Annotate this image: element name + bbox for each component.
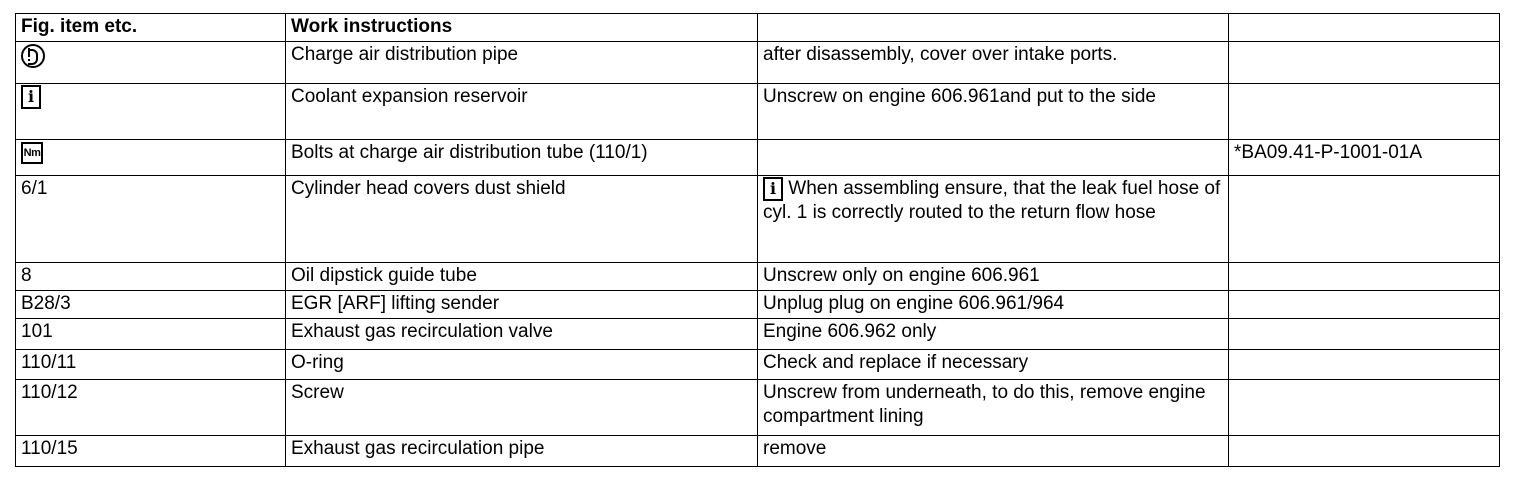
row-ref: [1229, 176, 1500, 263]
torque-nm-icon: Nm: [21, 142, 43, 164]
row-ref: [1229, 263, 1500, 291]
row-item-cell: [16, 42, 286, 84]
row-note-cell: [758, 176, 1229, 263]
table-row: [16, 319, 1500, 350]
row-description: Oil dipstick guide tube: [286, 263, 758, 291]
row-note: [758, 140, 1229, 176]
row-ref: [1229, 84, 1500, 140]
row-note: Engine 606.962 only: [758, 319, 1229, 350]
row-item: 6/1: [16, 176, 286, 263]
info-icon: i: [21, 85, 41, 109]
table-row: [16, 176, 1500, 263]
table-row: [16, 42, 1500, 84]
header-work-instructions: Work instructions: [286, 14, 758, 42]
row-item: 8: [16, 263, 286, 291]
row-description: Charge air distribution pipe: [286, 42, 758, 84]
row-ref: [1229, 350, 1500, 380]
row-description: Bolts at charge air distribution tube (110/1): [286, 140, 758, 176]
table-row: [16, 291, 1500, 319]
row-description: Screw: [286, 380, 758, 436]
table-row: [16, 436, 1500, 467]
table-row: [16, 380, 1500, 436]
table-row: [16, 350, 1500, 380]
row-item: 110/11: [16, 350, 286, 380]
row-item: 110/15: [16, 436, 286, 467]
row-description: Exhaust gas recirculation valve: [286, 319, 758, 350]
work-instructions-table: [15, 13, 1500, 467]
row-item: 101: [16, 319, 286, 350]
row-ref: [1229, 436, 1500, 467]
table-row: [16, 84, 1500, 140]
row-item-cell: [16, 84, 286, 140]
info-icon: i: [763, 177, 783, 201]
row-note: Unscrew from underneath, to do this, remove engine compartment lining: [758, 380, 1229, 436]
header-col3: [758, 14, 1229, 42]
row-ref: *BA09.41-P-1001-01A: [1229, 140, 1500, 176]
header-row: [16, 14, 1500, 42]
row-note: remove: [758, 436, 1229, 467]
work-instructions-table-wrapper: [15, 13, 1500, 467]
header-fig-item: Fig. item etc.: [16, 14, 286, 42]
attention-circle-icon: [21, 44, 45, 68]
row-description: Exhaust gas recirculation pipe: [286, 436, 758, 467]
table-row: [16, 263, 1500, 291]
row-ref: [1229, 42, 1500, 84]
row-note: Unscrew on engine 606.961and put to the side: [758, 84, 1229, 140]
row-description: Coolant expansion reservoir: [286, 84, 758, 140]
table-row: [16, 140, 1500, 176]
row-note: Check and replace if necessary: [758, 350, 1229, 380]
row-ref: [1229, 319, 1500, 350]
row-description: EGR [ARF] lifting sender: [286, 291, 758, 319]
row-item-cell: [16, 140, 286, 176]
row-note: Unscrew only on engine 606.961: [758, 263, 1229, 291]
row-note: Unplug plug on engine 606.961/964: [758, 291, 1229, 319]
row-ref: [1229, 291, 1500, 319]
row-note: When assembling ensure, that the leak fuel hose of cyl. 1 is correctly routed to the return flow hose: [763, 178, 1221, 224]
row-item: B28/3: [16, 291, 286, 319]
row-description: O-ring: [286, 350, 758, 380]
header-col4: [1229, 14, 1500, 42]
row-item: 110/12: [16, 380, 286, 436]
row-description: Cylinder head covers dust shield: [286, 176, 758, 263]
row-ref: [1229, 380, 1500, 436]
row-note: after disassembly, cover over intake ports.: [758, 42, 1229, 84]
